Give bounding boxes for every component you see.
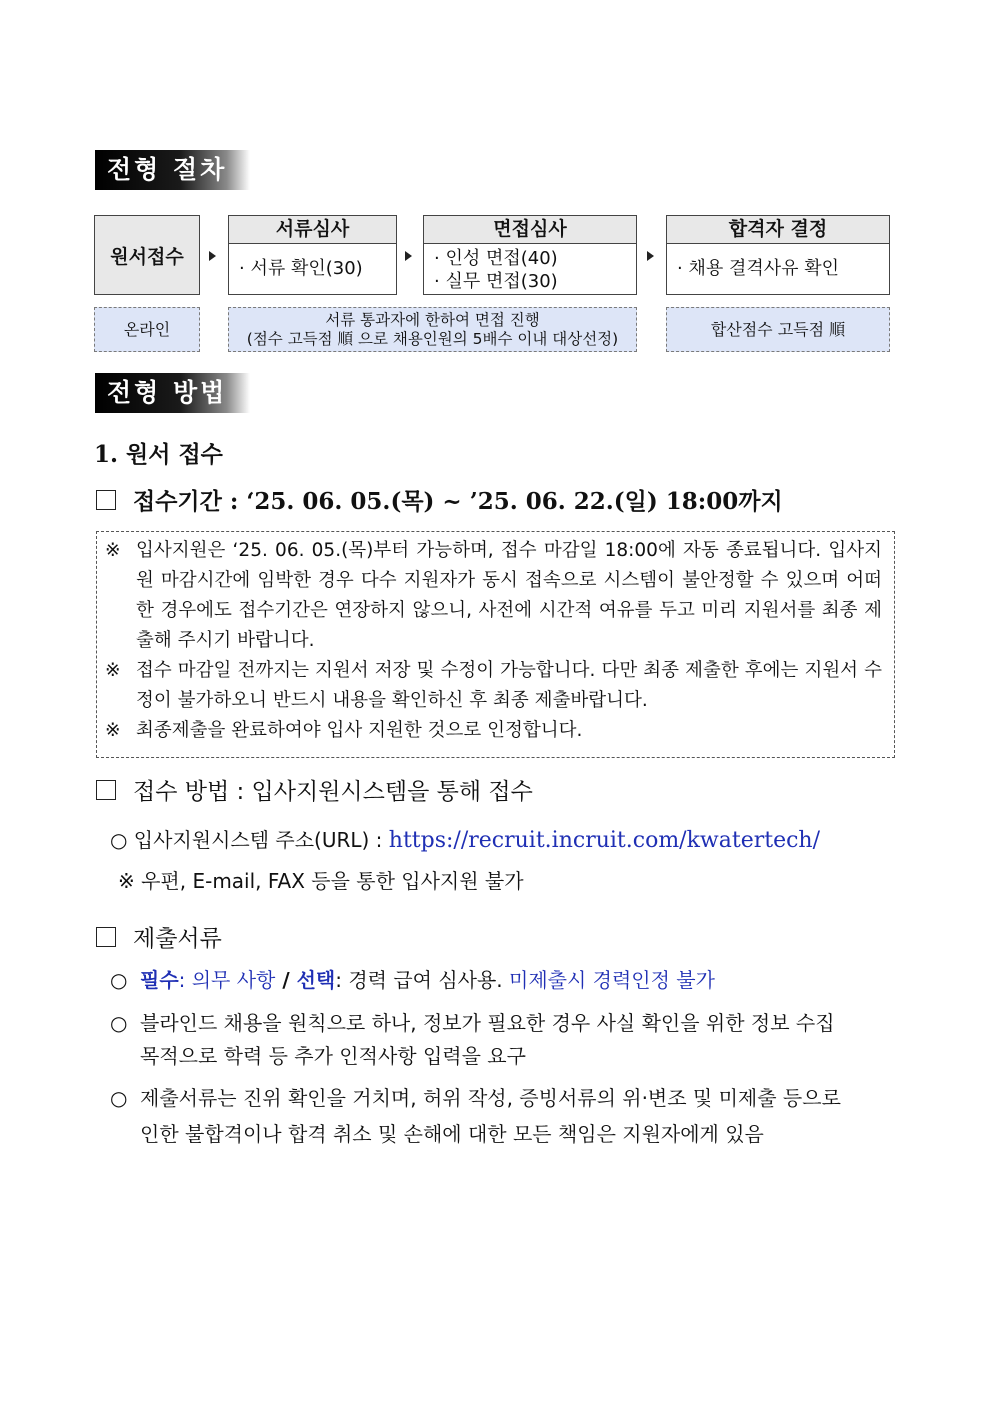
flow-step-item: · 실무 면접(30) [434,271,558,292]
flow-note-online [94,307,200,352]
application-method: 접수 방법 : 입사지원시스템을 통해 접수 [133,779,533,805]
reference-mark: ※ [105,720,121,741]
method-note: ※ 우편, E-mail, FAX 등을 통한 입사지원 불가 [118,869,524,893]
checkbox-icon [96,490,116,510]
notice-item [105,536,882,656]
application-url-link[interactable]: https://recruit.incruit.com/kwatertech/ [388,828,821,853]
flow-step-application [94,215,200,295]
section-title-text: 전형 절차 [107,155,228,184]
arrow-icon [209,251,216,261]
url-label: ○ 입사지원시스템 주소(URL) : [110,828,389,852]
checkbox-icon [96,927,116,947]
flow-step-title: 서류심사 [229,216,396,244]
notice-box [96,531,895,758]
arrow-icon [405,251,412,261]
flow-step-final-decision [666,215,890,295]
flow-step-label: 원서접수 [110,245,184,268]
flow-note-text: 서류 통과자에 한하여 면접 진행 [325,310,540,329]
checkbox-icon [96,780,116,800]
application-period: 접수기간 : ‘25. 06. 05.(목) ~ ’25. 06. 22.(일) 18:00까지 [133,488,783,515]
required-desc: : 의무 사항 [178,968,276,992]
bullet-mark: ○ [110,968,128,992]
flow-step-title: 합격자 결정 [667,216,889,244]
section-title-procedure [95,150,250,190]
url-line [110,824,820,853]
flow-step-item: · 인성 면접(40) [434,248,558,269]
flow-note-interview [228,307,637,352]
separator: / [275,968,297,992]
arrow-icon [647,251,654,261]
list-item [110,1080,855,1152]
optional-label: 선택 [296,968,336,992]
optional-desc: : 경력 급여 심사용. [335,968,503,992]
section-title-method [95,373,250,413]
bullet-mark: ○ [110,1011,128,1035]
flow-note-text: 온라인 [123,319,171,339]
flow-step-interview [423,215,637,295]
flow-note-final [666,307,890,352]
section-title-text: 전형 방법 [107,378,228,407]
list-item [110,964,870,997]
list-item [110,1007,855,1073]
flow-step-title: 면접심사 [424,216,636,244]
flow-step-document-review [228,215,397,295]
documents-heading: 제출서류 [133,926,222,952]
flow-step-item: · 채용 결격사유 확인 [677,258,839,279]
notice-item [105,716,882,746]
warning-text: 미제출시 경력인정 불가 [509,968,715,992]
reference-mark: ※ [105,540,121,561]
notice-item [105,656,882,716]
flow-note-text: (점수 고득점 順 으로 채용인원의 5배수 이내 대상선정) [246,329,619,348]
step-heading: 1. 원서 접수 [94,441,223,468]
list-item-text: 제출서류는 진위 확인을 거치며, 허위 작성, 증빙서류의 위·변조 및 미제출 등으로 인한 불합격이나 합격 취소 및 손해에 대한 모든 책임은 지원자에게 있음 [140,1086,841,1146]
flow-step-item: · 서류 확인(30) [239,258,363,279]
bullet-mark: ○ [110,1086,128,1110]
notice-text: 최종제출을 완료하여야 입사 지원한 것으로 인정합니다. [136,720,583,741]
notice-text: 접수 마감일 전까지는 지원서 저장 및 수정이 가능합니다. 다만 최종 제출한 후에는 지원서 수정이 불가하오니 반드시 내용을 확인하신 후 최종 제출바랍니다. [136,660,882,711]
required-label: 필수 [140,968,179,992]
list-item-text: 블라인드 채용을 원칙으로 하나, 정보가 필요한 경우 사실 확인을 위한 정보 수집 목적으로 학력 등 추가 인적사항 입력을 요구 [140,1011,835,1068]
flow-note-text: 합산점수 고득점 順 [710,319,846,339]
reference-mark: ※ [105,660,121,681]
notice-text: 입사지원은 ‘25. 06. 05.(목)부터 가능하며, 접수 마감일 18:00에 자동 종료됩니다. 입사지원 마감시간에 임박한 경우 다수 지원자가 동시 접속으로 시스템이 불안정할 수 있으며 어떠한 경우에도 접수기간은 연장하지 않으니, 사전에 시간적 여유를 두고 미리 지원서를 최종 제출해 주시기 바랍니다. [136,540,882,651]
